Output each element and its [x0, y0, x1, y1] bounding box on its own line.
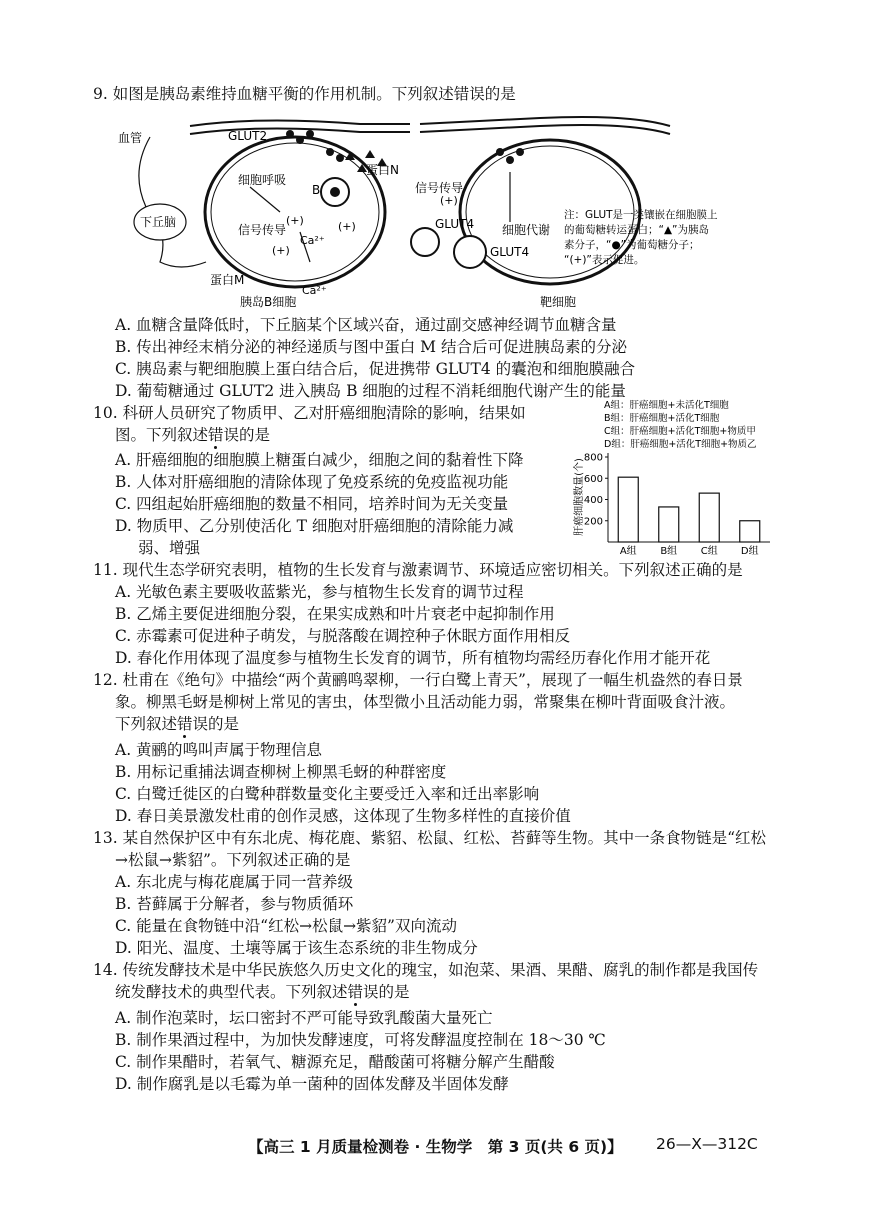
- q13-option-b: B. 苔藓属于分解者，参与物质循环: [115, 895, 354, 913]
- bar: [618, 477, 638, 542]
- legend-entry: B组：肝癌细胞+活化T细胞: [604, 413, 720, 424]
- q10-stem-2c: 误的是: [223, 426, 271, 444]
- q12-stem-3c: 误的是: [192, 715, 240, 733]
- q10-option-c: C. 四组起始肝癌细胞的数量不相同，培养时间为无关变量: [115, 495, 509, 513]
- q10-option-d-2: 弱、增强: [138, 539, 201, 557]
- q9-option-b: B. 传出神经末梢分泌的神经递质与图中蛋白 M 结合后可促进胰岛素的分泌: [115, 338, 627, 356]
- chart-bars: [618, 477, 760, 557]
- q12-emphasis: 错: [177, 715, 193, 733]
- plus-label-3: (+): [272, 244, 290, 257]
- x-tick-label: D组: [740, 546, 759, 557]
- x-tick-label: A组: [619, 546, 637, 557]
- protein-m-label: 蛋白M: [210, 273, 245, 287]
- glut2-label: GLUT2: [228, 129, 268, 143]
- q11-stem: 11. 现代生态学研究表明，植物的生长发育与激素调节、环境适应密切相关。下列叙述正确的是: [93, 561, 743, 579]
- ca-label-2: Ca²⁺: [302, 284, 327, 297]
- q11-option-d: D. 春化作用体现了温度参与植物生长发育的调节，所有植物均需经历春化作用才能开花: [115, 649, 711, 667]
- note-line-2: 的葡萄糖转运蛋白；“▲”为胰岛: [564, 224, 709, 236]
- target-cell-label: 靶细胞: [540, 295, 577, 309]
- q9-stem: 9. 如图是胰岛素维持血糖平衡的作用机制。下列叙述错误的是: [93, 85, 516, 103]
- insulin-mechanism-figure: [110, 112, 760, 314]
- chart-legend: [604, 399, 757, 450]
- q14-option-b: B. 制作果酒过程中，为加快发酵速度，可将发酵温度控制在 18～30 ℃: [115, 1031, 606, 1049]
- q12-option-a: A. 黄鹂的鸣叫声属于物理信息: [115, 741, 323, 759]
- q14-stem-2c: 误的是: [363, 983, 410, 1001]
- q14-stem-2a: 统发酵技术的典型代表。下列叙述: [115, 983, 348, 1001]
- q12-option-b: B. 用标记重捕法调查柳树上柳黑毛蚜的种群密度: [115, 763, 447, 781]
- q10-stem-2: [115, 425, 270, 445]
- metabolism-label: 细胞代谢: [502, 223, 551, 237]
- page-footer-title: 【高三 1 月质量检测卷 · 生物学 第 3 页(共 6 页)】: [248, 1138, 623, 1156]
- note-line-3: 素分子，“●”为葡萄糖分子；: [564, 239, 700, 251]
- signal-b-label: 信号传导: [238, 223, 287, 237]
- hypothalamus-label: 下丘脑: [140, 215, 177, 229]
- q10-emphasis: 错: [208, 426, 224, 444]
- y-axis-label: 肝癌细胞数量(个): [574, 458, 585, 536]
- q12-stem-2: 象。柳黑毛蚜是柳树上常见的害虫，体型微小且活动能力弱，常聚集在柳叶背面吸食汁液。: [115, 693, 736, 711]
- x-tick-label: B组: [660, 546, 678, 557]
- bar: [659, 507, 679, 542]
- x-tick-label: C组: [700, 546, 718, 557]
- y-tick-label: 200: [583, 516, 603, 528]
- q12-option-c: C. 白鹭迁徙区的白鹭种群数量变化主要受迁入率和迁出率影响: [115, 785, 540, 803]
- b-label: B: [312, 183, 321, 197]
- q13-option-c: C. 能量在食物链中沿“红松→松鼠→紫貂”双向流动: [115, 917, 457, 935]
- q11-option-a: A. 光敏色素主要吸收蓝紫光，参与植物生长发育的调节过程: [115, 583, 524, 601]
- q13-stem-2: →松鼠→紫貂”。下列叙述正确的是: [115, 851, 351, 869]
- q10-stem-1: 10. 科研人员研究了物质甲、乙对肝癌细胞清除的影响，结果如: [93, 404, 526, 422]
- q10-option-b: B. 人体对肝癌细胞的清除体现了免疫系统的免疫监视功能: [115, 473, 509, 491]
- plus-label-1: (+): [286, 214, 304, 227]
- q12-stem-3a: 下列叙述: [115, 715, 178, 733]
- legend-entry: C组：肝癌细胞+活化T细胞+物质甲: [604, 426, 756, 437]
- page-footer-code: 26—X—312C: [656, 1135, 758, 1153]
- cell-respiration-label: 细胞呼吸: [238, 173, 287, 187]
- q9-option-c: C. 胰岛素与靶细胞膜上蛋白结合后，促进携带 GLUT4 的囊泡和细胞膜融合: [115, 360, 636, 378]
- q14-stem-1: 14. 传统发酵技术是中华民族悠久历史文化的瑰宝，如泡菜、果酒、果醋、腐乳的制作都是我国传: [93, 961, 759, 979]
- q14-option-a: A. 制作泡菜时，坛口密封不严可能导致乳酸菌大量死亡: [115, 1009, 493, 1027]
- ca-label: Ca²⁺: [300, 234, 325, 247]
- q14-option-c: C. 制作果醋时，若氧气、糖源充足，醋酸菌可将糖分解产生醋酸: [115, 1053, 555, 1071]
- liver-cancer-bar-chart: [570, 397, 780, 557]
- note-line-1: 注：GLUT是一类镶嵌在细胞膜上: [564, 209, 718, 221]
- bar: [740, 521, 760, 542]
- q10-option-a: A. 肝癌细胞的细胞膜上糖蛋白减少，细胞之间的黏着性下降: [115, 451, 524, 469]
- y-tick-label: 400: [583, 495, 603, 506]
- q10-option-d-1: D. 物质甲、乙分别使活化 T 细胞对肝癌细胞的清除能力减: [115, 517, 514, 535]
- y-tick-label: 600: [583, 473, 603, 485]
- plus-label-2: (+): [338, 220, 356, 233]
- vessel-label: 血管: [118, 131, 143, 145]
- q11-option-b: B. 乙烯主要促进细胞分裂，在果实成熟和叶片衰老中起抑制作用: [115, 605, 555, 623]
- beta-cell-label: 胰岛B细胞: [240, 295, 297, 309]
- q12-stem-1: 12. 杜甫在《绝句》中描绘“两个黄鹂鸣翠柳，一行白鹭上青天”，展现了一幅生机盎然的春日景: [93, 671, 743, 689]
- glut4-label-a: GLUT4: [435, 217, 475, 231]
- q9-option-d: D. 葡萄糖通过 GLUT2 进入胰岛 B 细胞的过程不消耗细胞代谢产生的能量: [115, 382, 626, 400]
- legend-entry: A组：肝癌细胞+未活化T细胞: [604, 400, 729, 411]
- q14-option-d: D. 制作腐乳是以毛霉为单一菌种的固体发酵及半固体发酵: [115, 1075, 509, 1093]
- glut4-label-b: GLUT4: [490, 245, 530, 259]
- q13-option-a: A. 东北虎与梅花鹿属于同一营养级: [115, 873, 354, 891]
- q13-option-d: D. 阳光、温度、土壤等属于该生态系统的非生物成分: [115, 939, 478, 957]
- note-line-4: “(+)”表示促进。: [564, 254, 645, 266]
- legend-entry: D组：肝癌细胞+活化T细胞+物质乙: [604, 439, 757, 450]
- q10-stem-2a: 图。下列叙述: [115, 426, 209, 444]
- plus-label-4: (+): [440, 194, 458, 207]
- protein-n-label: 蛋白N: [366, 163, 399, 177]
- q13-stem-1: 13. 某自然保护区中有东北虎、梅花鹿、紫貂、松鼠、红松、苔藓等生物。其中一条食物链是“红松: [93, 829, 767, 847]
- q11-option-c: C. 赤霉素可促进种子萌发，与脱落酸在调控种子休眠方面作用相反: [115, 627, 571, 645]
- bar: [699, 493, 719, 542]
- q12-stem-3: [115, 714, 239, 734]
- q12-option-d: D. 春日美景激发杜甫的创作灵感，这体现了生物多样性的直接价值: [115, 807, 571, 825]
- signal-t-label: 信号传导: [415, 181, 464, 195]
- y-tick-label: 800: [583, 452, 603, 464]
- q14-stem-2: [115, 982, 410, 1002]
- q9-option-a: A. 血糖含量降低时，下丘脑某个区域兴奋，通过副交感神经调节血糖含量: [115, 316, 617, 334]
- q14-emphasis: 错: [347, 983, 364, 1001]
